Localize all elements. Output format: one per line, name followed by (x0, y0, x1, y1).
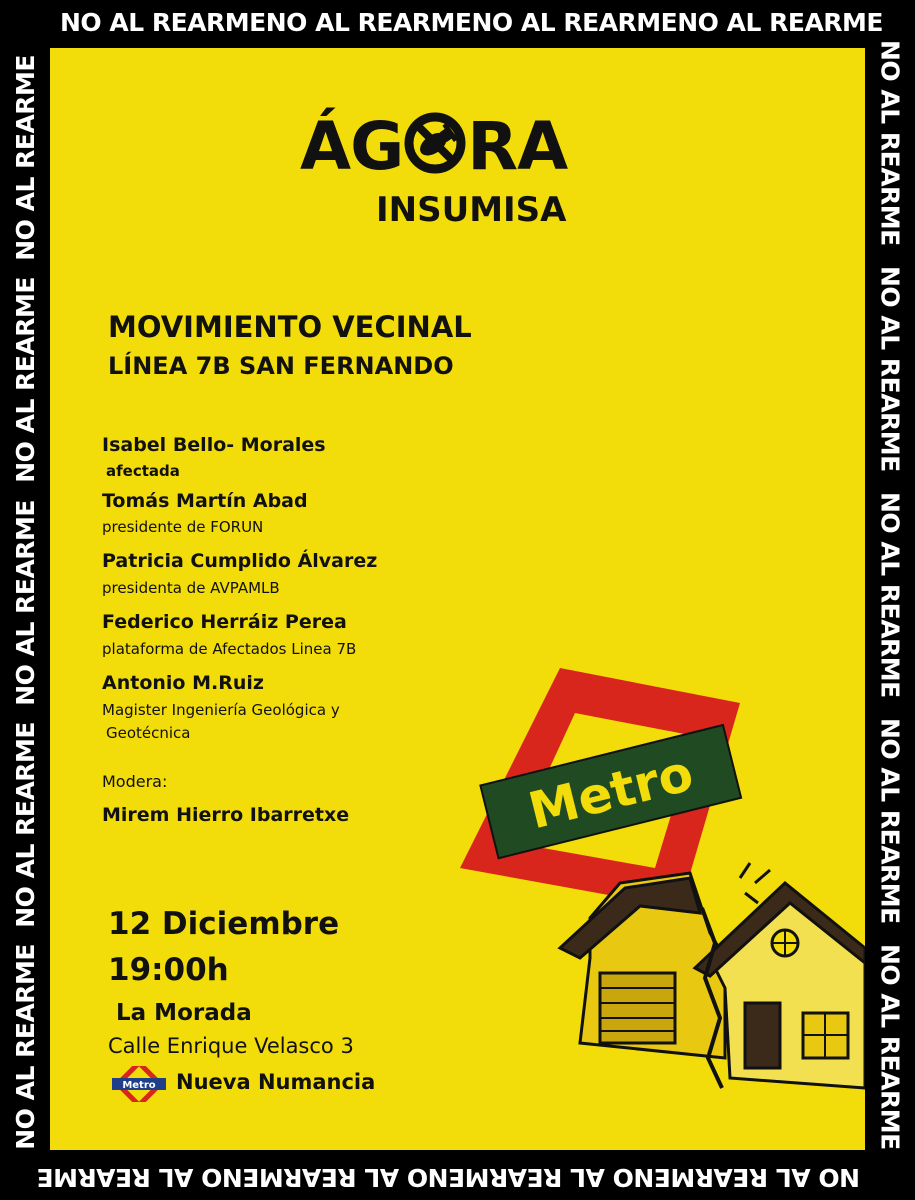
speaker-name: Isabel Bello- Morales (102, 434, 326, 456)
speaker-name: Federico Herráiz Perea (102, 611, 347, 633)
border-slogan: NO AL REARME (875, 266, 905, 472)
border-slogan: NO AL REARME (875, 718, 905, 924)
border-slogan: NO AL REARME (242, 1163, 449, 1192)
event-date: 12 Diciembre (108, 906, 340, 942)
event-time: 19:00h (108, 952, 229, 988)
border-slogan: NO AL REARME (448, 1163, 655, 1192)
border-bottom (37, 1163, 860, 1192)
border-slogan: NO AL REARME (10, 944, 40, 1150)
border-slogan: NO AL REARME (10, 721, 40, 928)
border-slogan: NO AL REARME (654, 1163, 860, 1192)
border-slogan: NO AL REARME (875, 492, 905, 698)
logo-insumisa: INSUMISA (376, 190, 567, 230)
speaker-role: presidenta de AVPAMLB (102, 579, 280, 597)
metro-sign (480, 725, 741, 858)
border-slogan: NO AL REARME (37, 1163, 243, 1192)
logo-agora (300, 108, 567, 185)
metro-logo-icon (108, 1066, 170, 1102)
metro-sign-label: Metro (523, 743, 699, 841)
event-venue: La Morada (116, 1000, 252, 1026)
page-subtitle: LÍNEA 7B SAN FERNANDO (108, 352, 454, 380)
border-slogan: NO AL REARME (875, 944, 905, 1150)
logo-text-a: ÁG (300, 108, 404, 185)
metro-small-label: Metro (122, 1080, 156, 1091)
logo-text-b: RA (467, 108, 568, 185)
border-slogan: NO AL REARME (10, 499, 40, 706)
poster-panel (50, 48, 865, 1150)
moderator-name: Mirem Hierro Ibarretxe (102, 804, 350, 826)
speaker-role: afectada (106, 462, 180, 480)
page-title: MOVIMIENTO VECINAL (108, 310, 472, 344)
metro-station: Nueva Numancia (176, 1070, 376, 1094)
border-right (872, 40, 908, 1150)
speaker-name: Antonio M.Ruiz (102, 672, 264, 694)
metro-house-illustration (440, 658, 865, 1118)
border-slogan: NO AL REARME (60, 8, 266, 37)
border-slogan: NO AL REARME (677, 8, 883, 37)
speaker-role: Magister Ingeniería Geológica y (102, 701, 340, 719)
border-slogan: NO AL REARME (10, 55, 40, 261)
border-slogan: NO AL REARME (875, 40, 905, 246)
border-left (7, 55, 43, 1150)
impact-lines (740, 863, 770, 903)
speaker-role-continued: Geotécnica (106, 724, 191, 742)
border-slogan: NO AL REARME (10, 277, 40, 484)
speaker-role: presidente de FORUN (102, 518, 264, 536)
border-slogan: NO AL REARME (471, 8, 678, 37)
speaker-name: Patricia Cumplido Álvarez (102, 550, 378, 572)
border-slogan: NO AL REARME (265, 8, 472, 37)
no-bomb-icon (403, 111, 467, 175)
moderator-label: Modera: (102, 772, 168, 791)
speaker-role: plataforma de Afectados Linea 7B (102, 640, 357, 658)
speaker-name: Tomás Martín Abad (102, 490, 308, 512)
event-address: Calle Enrique Velasco 3 (108, 1034, 354, 1058)
border-top (60, 8, 883, 37)
